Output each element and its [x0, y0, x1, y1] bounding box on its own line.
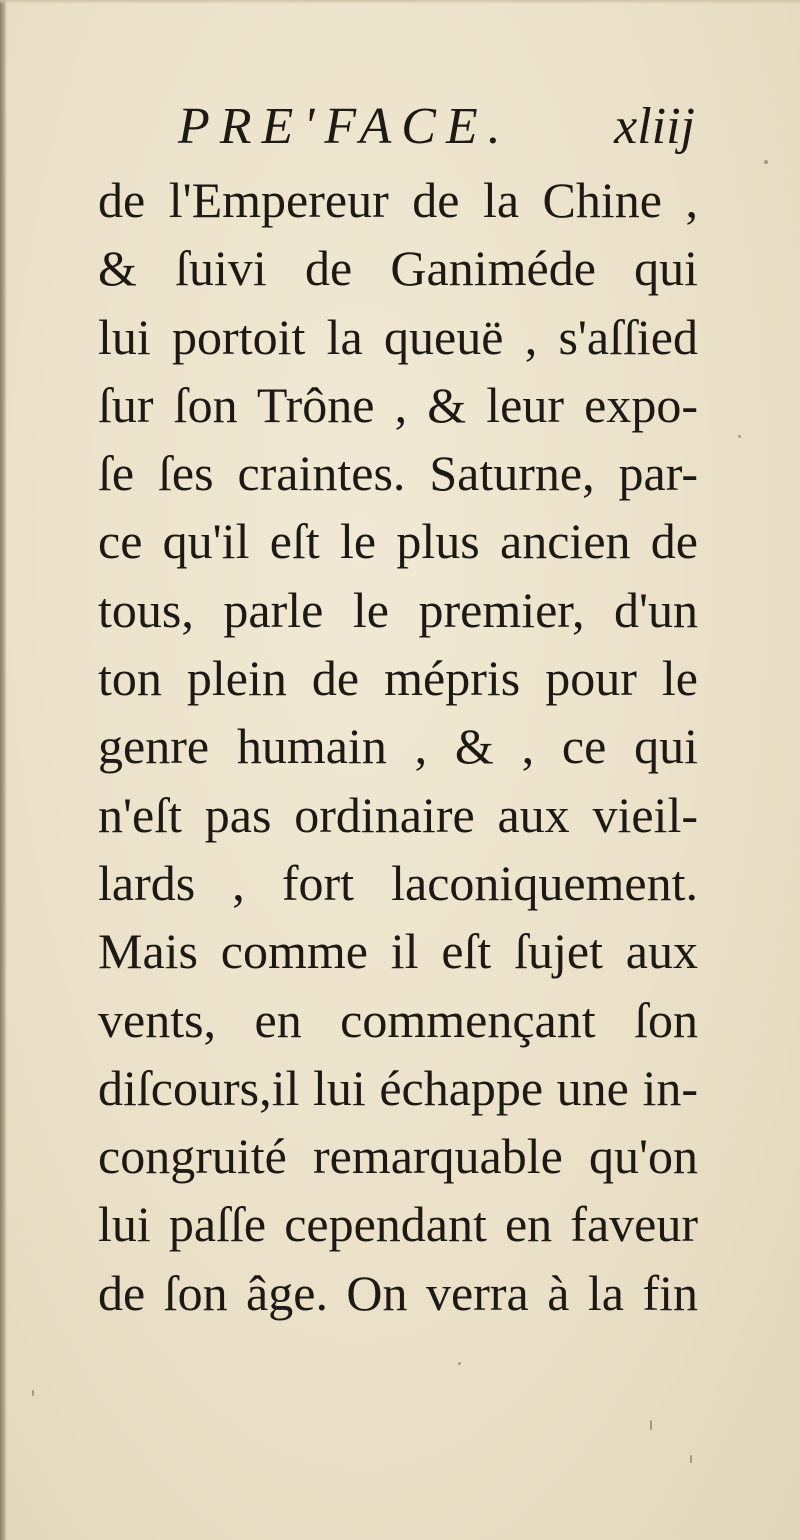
text-line: de ſon âge. On verra à la fin	[98, 1264, 698, 1321]
page-top-edge	[0, 0, 800, 4]
text-line: lui paſſe cependant en faveur	[98, 1196, 698, 1253]
running-header	[0, 92, 800, 162]
paper-speck	[764, 160, 768, 164]
paper-speck	[32, 1390, 34, 1396]
text-line: Mais comme il eſt ſujet aux	[98, 923, 698, 980]
text-line: vents, en commençant ſon	[98, 991, 698, 1048]
paper-speck	[650, 1420, 652, 1430]
text-line: tous, parle le premier, d'un	[98, 581, 698, 638]
text-line: & ſuivi de Ganiméde qui	[98, 240, 698, 297]
running-title: PRE'FACE.	[178, 98, 511, 155]
paper-speck	[690, 1455, 692, 1463]
text-line: congruité remarquable qu'on	[98, 1128, 698, 1185]
body-text	[98, 166, 698, 1327]
text-line: n'eſt pas ordinaire aux vieil-	[98, 786, 698, 843]
text-line: lards , fort laconiquement.	[98, 854, 698, 911]
text-line: ſe ſes craintes. Saturne, par-	[98, 445, 698, 502]
text-line: ton plein de mépris pour le	[98, 650, 698, 707]
page-number: xliij	[614, 98, 695, 155]
text-line: lui portoit la queuë , s'aſſied	[98, 308, 698, 365]
paper-speck	[458, 1362, 461, 1365]
paper-speck	[738, 435, 741, 438]
text-line: ſur ſon Trône , & leur expo-	[98, 376, 698, 433]
page-gutter-shadow	[0, 0, 7, 1540]
text-line: de l'Empereur de la Chine ,	[98, 172, 698, 228]
text-line: genre humain , & , ce qui	[98, 718, 698, 775]
text-line: ce qu'il eſt le plus ancien de	[98, 513, 698, 570]
text-line: diſcours,il lui échappe une in-	[98, 1059, 698, 1116]
